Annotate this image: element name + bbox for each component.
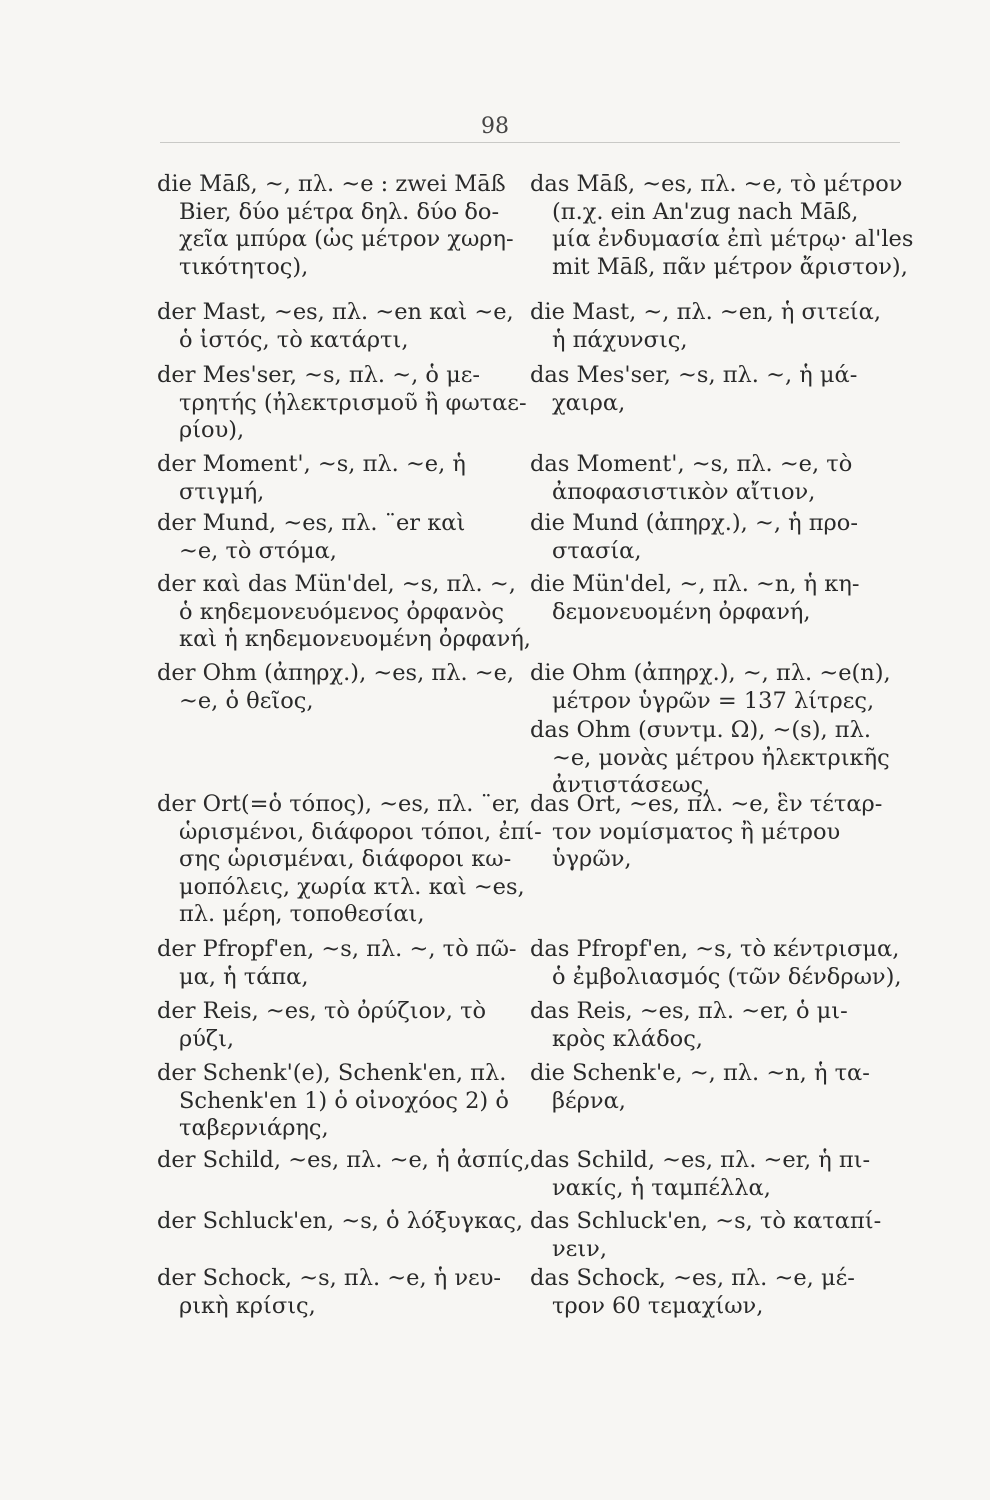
entry-headword-line: das Reis, ~es, πλ. ~er, ὁ μι- <box>530 998 848 1024</box>
dictionary-entry <box>530 299 885 354</box>
dictionary-entry <box>157 571 531 654</box>
dictionary-entry <box>157 1060 512 1143</box>
entry-headword-line: das Pfropf'en, ~s, τὸ κέντρισμα, <box>530 936 900 962</box>
entry-continuation-line: ἀντιστάσεως, <box>552 772 711 798</box>
entry-continuation-line: δεμονευομένη ὀρφανή, <box>552 598 811 625</box>
entry-headword-line: der Mund, ~es, πλ. ¨er καὶ <box>157 510 466 536</box>
entry-headword-line: der Schock, ~s, πλ. ~e, ἡ νευ- <box>157 1265 501 1291</box>
dictionary-entry <box>530 171 914 281</box>
entry-headword-line: der Ort(=ὁ τόπος), ~es, πλ. ¨er, <box>157 791 521 817</box>
entry-headword-line: der Ohm (ἀπηρχ.), ~es, πλ. ~e, <box>157 660 515 686</box>
dictionary-entry <box>157 1208 524 1236</box>
entry-continuation-line: τον νομίσματος ἢ μέτρου <box>552 818 841 845</box>
dictionary-entry <box>157 362 527 445</box>
dictionary-entry <box>157 936 517 991</box>
entry-continuation-line: ὑγρῶν, <box>552 846 632 872</box>
entry-headword-line: der καὶ das Mün'del, ~s, πλ. ~, <box>157 571 516 597</box>
dictionary-entry <box>530 1208 885 1263</box>
page-number: 98 <box>481 114 509 139</box>
entry-continuation-line: ἡ πάχυνσις, <box>552 326 688 353</box>
dictionary-entry <box>157 1265 512 1320</box>
dictionary-entry <box>530 571 885 626</box>
dictionary-entry <box>530 1060 885 1115</box>
entry-continuation-line: βέρνα, <box>552 1087 626 1114</box>
entry-continuation-line: ὁ κηδεμονευόμενος ὀρφανὸς <box>179 598 504 625</box>
entry-headword-line: das Mes'ser, ~s, πλ. ~, ἡ μά- <box>530 362 858 388</box>
entry-continuation-line: ~e, ὁ θεῖος, <box>179 687 314 714</box>
entry-continuation-line: μοπόλεις, χωρία κτλ. καὶ ~es, <box>179 873 525 900</box>
entry-continuation-line: ὁ ἐμβολιασμός (τῶν δένδρων), <box>552 963 902 990</box>
dictionary-entry <box>530 1147 885 1202</box>
entry-continuation-line: νακίς, ἡ ταμπέλλα, <box>552 1174 771 1201</box>
entry-continuation-line: mit Māß, πᾶν μέτρον ἄριστον), <box>552 253 908 280</box>
dictionary-entry <box>530 510 885 565</box>
dictionary-entry <box>530 1265 885 1320</box>
entry-continuation-line: νειν, <box>552 1235 607 1262</box>
entry-headword-line: die Māß, ~, πλ. ~e : zwei Māß <box>157 171 506 197</box>
entry-headword-line: die Ohm (ἀπηρχ.), ~, πλ. ~e(n), <box>530 660 891 686</box>
dictionary-entry <box>157 299 512 354</box>
dictionary-entry <box>530 362 885 417</box>
entry-headword-line: der Pfropf'en, ~s, πλ. ~, τὸ πῶ- <box>157 936 517 962</box>
entry-continuation-line: μέτρον ὑγρῶν = 137 λίτρες, <box>552 687 875 714</box>
entry-headword-line: die Mast, ~, πλ. ~en, ἡ σιτεία, <box>530 299 881 325</box>
dictionary-entry <box>530 936 902 991</box>
entry-headword-line: das Schluck'en, ~s, τὸ καταπί- <box>530 1208 882 1234</box>
entry-continuation-line: τρον 60 τεμαχίων, <box>552 1292 764 1319</box>
entry-continuation-line: ~e, τὸ στόμα, <box>179 537 337 564</box>
entry-continuation-line: μία ἐνδυμασία ἐπὶ μέτρῳ· al'les <box>552 226 914 252</box>
entry-continuation-line: σης ὡρισμέναι, διάφοροι κω- <box>179 846 512 872</box>
entry-continuation-line: ρύζι, <box>179 1025 235 1052</box>
entry-headword-line: der Reis, ~es, τὸ ὀρύζιον, τὸ <box>157 998 487 1024</box>
dictionary-entry <box>530 998 885 1053</box>
entry-continuation-line: ρικὴ κρίσις, <box>179 1292 316 1319</box>
entry-headword-line: der Mast, ~es, πλ. ~en καὶ ~e, <box>157 299 514 325</box>
entry-headword-line: der Schenk'(e), Schenk'en, πλ. <box>157 1060 507 1086</box>
entry-headword-line: das Schock, ~es, πλ. ~e, μέ- <box>530 1265 855 1291</box>
entry-continuation-line: ὁ ἱστός, τὸ κατάρτι, <box>179 326 409 353</box>
entry-continuation-line: καὶ ἡ κηδεμονευομένη ὀρφανή, <box>179 626 531 652</box>
entry-headword-line: der Moment', ~s, πλ. ~e, ἡ <box>157 451 466 477</box>
entry-continuation-line: ὡρισμένοι, διάφοροι τόποι, ἐπί- <box>179 818 542 845</box>
entry-continuation-line: στιγμή, <box>179 478 265 505</box>
entry-headword-line: das Māß, ~es, πλ. ~e, τὸ μέτρον <box>530 171 903 197</box>
dictionary-entry <box>157 660 515 715</box>
entry-continuation-line: ~e, μονὰς μέτρου ἠλεκτρικῆς <box>552 744 890 771</box>
entry-headword-line: der Mes'ser, ~s, πλ. ~, ὁ με- <box>157 362 480 388</box>
entry-continuation-line: ἀποφασιστικὸν αἴτιον, <box>552 478 816 505</box>
entry-continuation-line: Bier, δύο μέτρα δηλ. δύο δο- <box>179 198 500 225</box>
entry-headword-line: der Schluck'en, ~s, ὁ λόξυγκας, <box>157 1208 524 1234</box>
entry-headword-line: die Mund (ἀπηρχ.), ~, ἡ προ- <box>530 510 858 536</box>
entry-continuation-line: Schenk'en 1) ὁ οἰνοχόος 2) ὁ <box>179 1087 509 1114</box>
dictionary-entry <box>157 510 512 565</box>
entry-headword-line: der Schild, ~es, πλ. ~e, ἡ ἀσπίς, <box>157 1147 531 1173</box>
entry-continuation-line: ταβερνιάρης, <box>179 1115 329 1141</box>
dictionary-entry <box>157 171 512 281</box>
entry-continuation-line: πλ. μέρη, τοποθεσίαι, <box>179 901 425 927</box>
entry-continuation-line: στασία, <box>552 537 642 564</box>
dictionary-entry <box>157 791 542 929</box>
entry-headword-line: die Schenk'e, ~, πλ. ~n, ἡ τα- <box>530 1060 870 1086</box>
entry-headword-line: die Mün'del, ~, πλ. ~n, ἡ κη- <box>530 571 860 597</box>
entry-continuation-line: τρητής (ἠλεκτρισμοῦ ἢ φωταε- <box>179 389 527 416</box>
entry-headword-line: das Schild, ~es, πλ. ~er, ἡ πι- <box>530 1147 871 1173</box>
entry-continuation-line: χεῖα μπύρα (ὡς μέτρον χωρη- <box>179 226 514 252</box>
entry-continuation-line: χαιρα, <box>552 389 626 416</box>
dictionary-entry <box>157 998 512 1053</box>
entry-continuation-line: κρὸς κλάδος, <box>552 1025 703 1052</box>
entry-continuation-line: μα, ἡ τάπα, <box>179 963 309 990</box>
header-rule <box>160 142 900 143</box>
entry-headword-line: das Ort, ~es, πλ. ~e, ἓν τέταρ- <box>530 791 883 817</box>
dictionary-entry <box>530 717 890 800</box>
entry-continuation-line: (π.χ. ein An'zug nach Māß, <box>552 198 859 225</box>
entry-headword-line: das Ohm (συντμ. Ω), ~(s), πλ. <box>530 717 872 743</box>
dictionary-entry <box>157 1147 531 1175</box>
dictionary-entry <box>530 451 885 506</box>
dictionary-entry <box>530 660 891 715</box>
dictionary-entry <box>530 791 885 874</box>
entry-continuation-line: ρίου), <box>179 417 245 443</box>
entry-continuation-line: τικότητος), <box>179 253 309 280</box>
entry-headword-line: das Moment', ~s, πλ. ~e, τὸ <box>530 451 853 477</box>
dictionary-entry <box>157 451 512 506</box>
